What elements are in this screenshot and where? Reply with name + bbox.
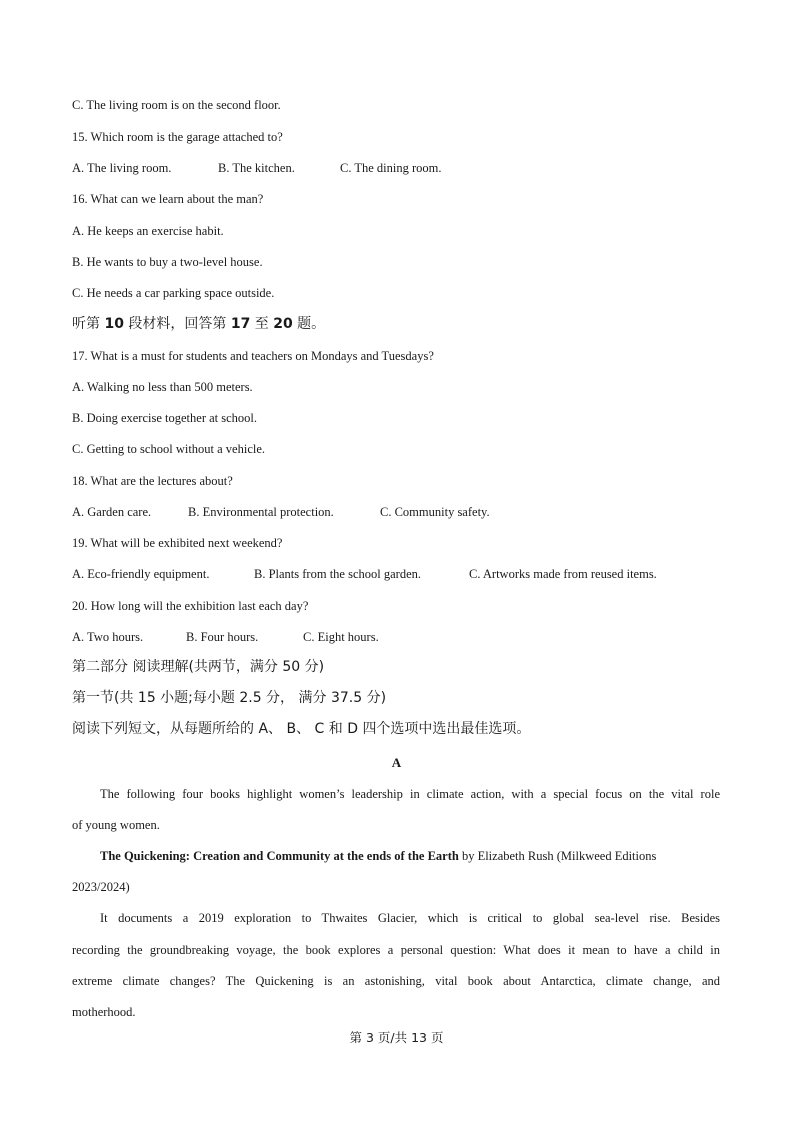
- q20-options: [72, 629, 379, 645]
- q20-option-a: A. Two hours.: [72, 630, 144, 644]
- section10-instruction: 听第 10 段材料，回答第 17 至 20 题。: [72, 316, 326, 332]
- q15-option-b: B. The kitchen.: [218, 161, 295, 175]
- q19-option-c: C. Artworks made from reused items.: [469, 567, 657, 581]
- q17-option-c: C. Getting to school without a vehicle.: [72, 442, 266, 456]
- page-footer: 第 3 页/共 13 页: [349, 1030, 444, 1045]
- reading-instruction: 阅读下列短文，从每题所给的 A、 B、 C 和 D 四个选项中选出最佳选项。: [72, 721, 531, 737]
- q19-option-a: A. Eco-friendly equipment.: [72, 567, 210, 581]
- intro-line-1: The following four books highlight women’s leadership in climate action, with a special focus on the vital role: [100, 787, 720, 801]
- q18-option-c: C. Community safety.: [380, 505, 490, 519]
- book1-body-line-3: extreme climate changes? The Quickening is an astonishing, vital book about Antarctica, climate change, and: [72, 974, 720, 988]
- q16-question: 16. What can we learn about the man?: [72, 192, 264, 206]
- q18-option-b: B. Environmental protection.: [188, 505, 334, 519]
- book1-title: The Quickening: Creation and Community at the ends of the Earth: [100, 849, 459, 863]
- q18-option-a: A. Garden care.: [72, 505, 152, 519]
- q19-options: [72, 566, 657, 582]
- q15-question: 15. Which room is the garage attached to?: [72, 130, 283, 144]
- q14-option-c: C. The living room is on the second floor.: [72, 98, 281, 112]
- q16-option-b: B. He wants to buy a two-level house.: [72, 255, 263, 269]
- book1-heading: [100, 848, 656, 864]
- q19-option-b: B. Plants from the school garden.: [254, 567, 421, 581]
- q20-option-b: B. Four hours.: [186, 630, 259, 644]
- q19-question: 19. What will be exhibited next weekend?: [72, 536, 283, 550]
- q16-option-a: A. He keeps an exercise habit.: [72, 224, 224, 238]
- book1-body-line-4: motherhood.: [72, 1005, 136, 1019]
- q16-option-c: C. He needs a car parking space outside.: [72, 286, 275, 300]
- section-heading: 第一节(共 15 小题;每小题 2.5 分， 满分 37.5 分): [72, 690, 387, 706]
- book1-body-line-1: It documents a 2019 exploration to Thwaites Glacier, which is critical to global sea-level rise. Besides: [100, 911, 720, 925]
- book1-byline: by Elizabeth Rush (Milkweed Editions: [458, 849, 657, 863]
- q17-option-a: A. Walking no less than 500 meters.: [72, 380, 253, 394]
- q15-options: [72, 160, 442, 176]
- passage-label: A: [391, 755, 402, 770]
- q20-question: 20. How long will the exhibition last each day?: [72, 599, 309, 613]
- q18-options: [72, 504, 490, 520]
- q17-question: 17. What is a must for students and teachers on Mondays and Tuesdays?: [72, 349, 434, 363]
- q15-option-a: A. The living room.: [72, 161, 172, 175]
- part-heading: 第二部分 阅读理解(共两节，满分 50 分): [72, 659, 325, 675]
- q17-option-b: B. Doing exercise together at school.: [72, 411, 258, 425]
- q18-question: 18. What are the lectures about?: [72, 474, 233, 488]
- book1-byline-cont: 2023/2024): [72, 880, 130, 894]
- book1-body-line-2: recording the groundbreaking voyage, the book explores a personal question: What does it mean to have a child in: [72, 943, 720, 957]
- intro-line-2: of young women.: [72, 818, 160, 832]
- q15-option-c: C. The dining room.: [340, 161, 442, 175]
- q20-option-c: C. Eight hours.: [303, 630, 379, 644]
